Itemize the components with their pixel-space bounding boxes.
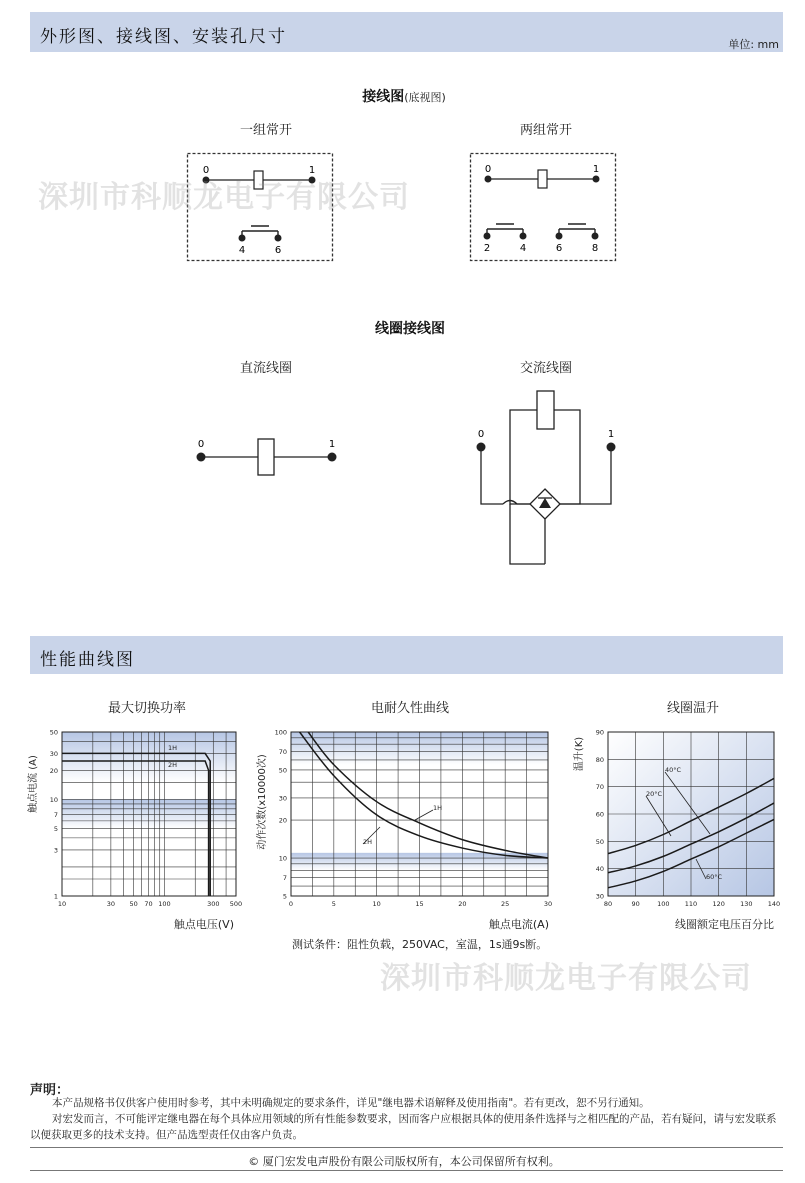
x-tick-label: 140 xyxy=(767,900,781,908)
x-tick-label: 5 xyxy=(331,900,336,908)
two-group-diagram xyxy=(469,152,617,264)
x-tick-label: 100 xyxy=(657,900,670,908)
y-axis-label: 动作次数(x10000次) xyxy=(257,754,268,850)
pin-6-label: 6 xyxy=(555,243,563,254)
y-tick-label: 20 xyxy=(278,816,287,825)
pin-1-label: 1 xyxy=(592,164,600,175)
section-header-performance xyxy=(30,636,783,674)
y-tick-label: 10 xyxy=(278,854,287,863)
x-tick-label: 10 xyxy=(57,900,67,908)
y-tick-label: 90 xyxy=(595,728,604,737)
x-tick-label: 500 xyxy=(229,900,242,908)
dc-pin-0-label: 0 xyxy=(197,439,205,450)
y-axis-label: 温升(K) xyxy=(574,736,585,772)
ac-pin-0-label: 0 xyxy=(477,429,485,440)
y-tick-label: 60 xyxy=(595,810,604,819)
ac-pin-1-label: 1 xyxy=(607,429,615,440)
unit-label: 单位: mm xyxy=(728,38,779,51)
pin-6-label: 6 xyxy=(274,245,282,256)
pin-4-label: 4 xyxy=(238,245,246,256)
ac-coil-diagram xyxy=(470,384,620,569)
x-tick-label: 30 xyxy=(106,900,116,908)
pin-4-label: 4 xyxy=(519,243,527,254)
series-label-2H: 2H xyxy=(363,838,373,846)
chart3-title: 线圈温升 xyxy=(666,701,720,716)
section-header-dimensions xyxy=(30,12,783,52)
footer-divider-bottom xyxy=(30,1170,783,1171)
series-label-2H: 2H xyxy=(168,761,178,769)
footer-divider xyxy=(30,1147,783,1148)
series-label-40°C: 40°C xyxy=(665,766,682,774)
y-tick-label: 30 xyxy=(595,892,604,901)
x-tick-label: 100 xyxy=(158,900,171,908)
chart-max-switching-power xyxy=(26,724,242,939)
watermark-bottom: 深圳市科顺龙电子有限公司 xyxy=(380,961,752,996)
pin-2-label: 2 xyxy=(483,243,491,254)
y-tick-label: 7 xyxy=(282,874,287,883)
watermark-top: 深圳市科顺龙电子有限公司 xyxy=(38,180,410,215)
section-title-performance: 性能曲线图 xyxy=(40,650,135,670)
wiring-title xyxy=(362,86,446,106)
y-tick-label: 5 xyxy=(282,892,287,901)
x-tick-label: 300 xyxy=(207,900,220,908)
disclaimer-heading: 声明： xyxy=(30,1083,70,1098)
y-tick-label: 5 xyxy=(53,825,58,834)
y-tick-label: 70 xyxy=(595,783,604,792)
y-tick-label: 20 xyxy=(49,766,58,775)
x-tick-label: 0 xyxy=(288,900,294,908)
dc-coil-label: 直流线圈 xyxy=(239,361,293,376)
y-tick-label: 80 xyxy=(595,755,604,764)
x-axis-label: 触点电流(A) xyxy=(488,918,549,931)
dc-coil-diagram xyxy=(190,432,340,482)
y-tick-label: 7 xyxy=(53,810,58,819)
one-group-label: 一组常开 xyxy=(239,123,293,138)
dc-pin-1-label: 1 xyxy=(328,439,336,450)
footer-copyright: © 厦门宏发电声股份有限公司版权所有，本公司保留所有权利。 xyxy=(248,1155,560,1168)
disclaimer-para1: 本产品规格书仅供客户使用时参考，其中未明确规定的要求条件，详见"继电器术语解释及使用指南"。若有更改，恕不另行通知。 xyxy=(52,1097,650,1109)
series-label-60°C: 60°C xyxy=(706,873,723,881)
x-tick-label: 130 xyxy=(740,900,753,908)
series-label-1H: 1H xyxy=(168,744,178,752)
coil-wiring-title: 线圈接线图 xyxy=(375,321,445,337)
y-axis-label: 触点电流 (A) xyxy=(28,755,39,813)
disclaimer-para2: 对宏发而言，不可能评定继电器在每个具体应用领域的所有性能参数要求，因而客户应根据具体的使用条件选择与之相匹配的产品，若有疑问，请与宏发联系以便获取更多的技术支持。但产品选型责任仅由客户负责。 xyxy=(30,1113,777,1141)
pin-0-label: 0 xyxy=(484,164,492,175)
y-tick-label: 1 xyxy=(53,892,58,901)
y-tick-label: 50 xyxy=(595,837,604,846)
chart-coil-temperature-rise xyxy=(568,724,790,939)
chart2-title: 电耐久性曲线 xyxy=(370,701,450,716)
y-tick-label: 70 xyxy=(278,748,287,757)
x-tick-label: 20 xyxy=(458,900,467,908)
x-axis-label: 触点电压(V) xyxy=(173,918,234,931)
y-tick-label: 10 xyxy=(49,795,58,804)
section-title-dimensions: 外形图、接线图、安装孔尺寸 xyxy=(40,27,287,47)
y-tick-label: 100 xyxy=(274,728,287,737)
series-label-1H: 1H xyxy=(433,804,443,812)
ac-coil-label: 交流线圈 xyxy=(519,361,573,376)
x-tick-label: 25 xyxy=(501,900,510,908)
chart1-title: 最大切换功率 xyxy=(107,701,187,716)
x-tick-label: 15 xyxy=(415,900,424,908)
x-tick-label: 90 xyxy=(631,900,640,908)
x-tick-label: 50 xyxy=(129,900,138,908)
x-tick-label: 30 xyxy=(543,900,553,908)
x-tick-label: 70 xyxy=(144,900,153,908)
y-tick-label: 50 xyxy=(278,766,287,775)
y-tick-label: 30 xyxy=(278,794,287,803)
wiring-title-main: 接线图 xyxy=(362,89,405,105)
series-label-20°C: 20°C xyxy=(646,790,663,798)
y-tick-label: 40 xyxy=(595,865,604,874)
pin-8-label: 8 xyxy=(591,243,599,254)
pin-1-label: 1 xyxy=(308,165,316,176)
pin-0-label: 0 xyxy=(202,165,210,176)
x-tick-label: 120 xyxy=(712,900,725,908)
x-tick-label: 110 xyxy=(684,900,698,908)
chart2-test-note: 测试条件：阻性负载，250VAC，室温，1s通9s断。 xyxy=(292,938,548,951)
x-tick-label: 80 xyxy=(603,900,613,908)
wiring-title-sub: (底视图) xyxy=(404,91,446,104)
two-group-label: 两组常开 xyxy=(519,123,573,138)
chart-electrical-endurance xyxy=(255,724,555,939)
y-tick-label: 30 xyxy=(49,749,58,758)
y-tick-label: 50 xyxy=(49,728,58,737)
x-tick-label: 10 xyxy=(372,900,381,908)
x-axis-label: 线圈额定电压百分比 xyxy=(675,918,774,931)
y-tick-label: 3 xyxy=(53,846,58,855)
